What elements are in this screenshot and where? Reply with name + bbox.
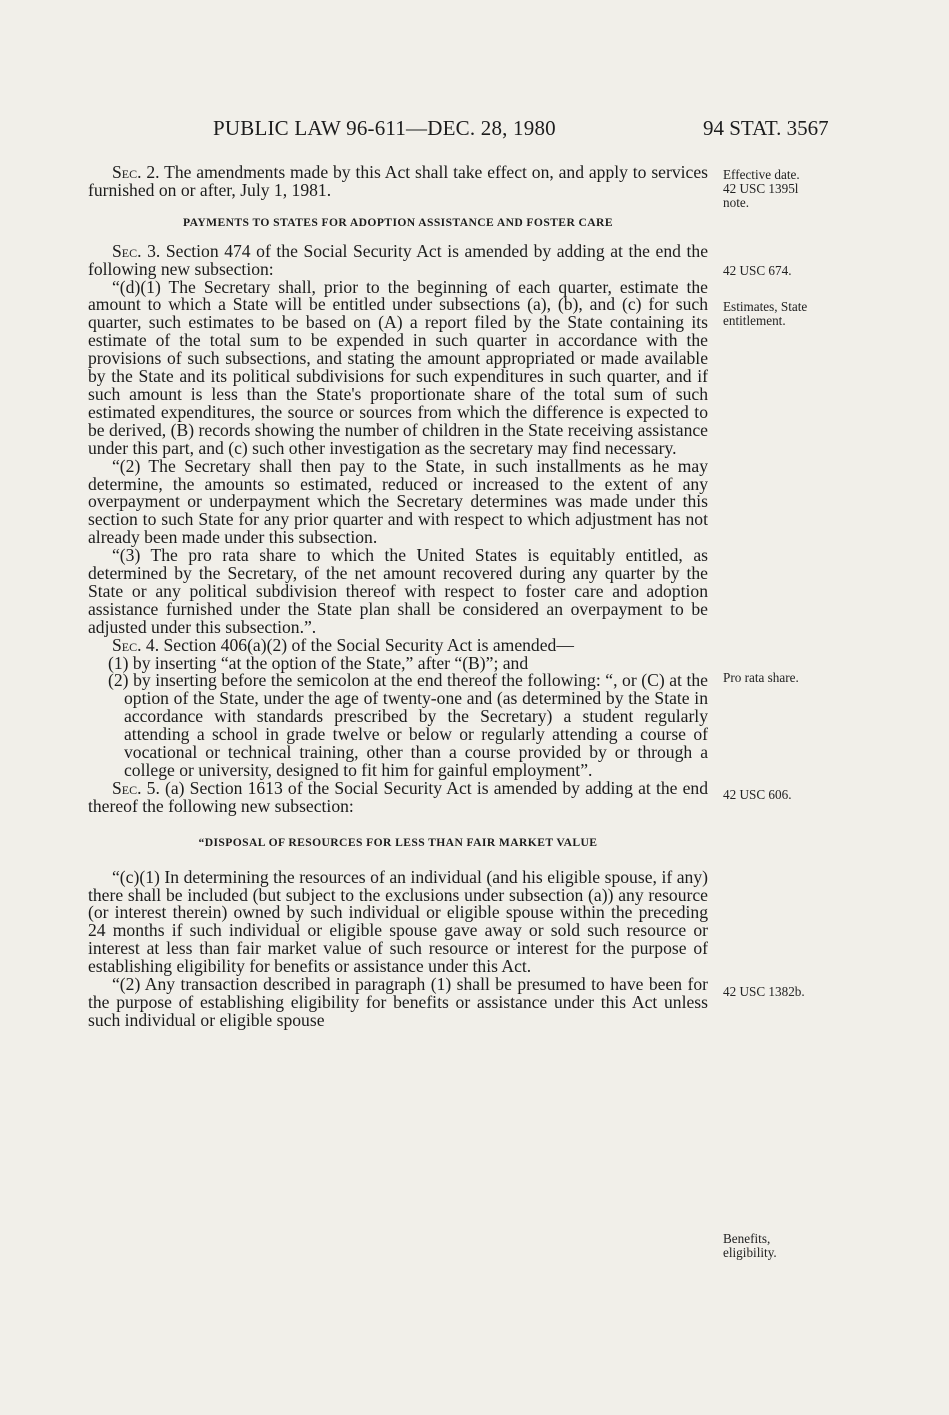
- caption-disposal-of-resources: “DISPOSAL OF RESOURCES FOR LESS THAN FAIR MARKET VALUE: [198, 835, 598, 849]
- section-4-item-2: (2) by inserting before the semicolon at the end thereof the following: “, or (C) at the option of the State, under the age of twenty-one and (as determined by the State in accordance with standards prescribed by the Secretary) a student regularly attending a school in grade twelve or below or regularly attending a course of vocational or technical training, other than a course provided by or through a college or university, designed to fit him for gainful employment”.: [108, 670, 708, 780]
- main-text: [88, 164, 708, 1030]
- margin-note-42-usc-1382b: 42 USC 1382b.: [723, 984, 805, 999]
- paragraph-d2: “(2) The Secretary shall then pay to the State, in such installments as he may determine, the amounts so estimated, reduced or increased to the extent of any overpayment or underpayment which the Secretary determines was made under this section to such State for any prior quarter and with respect to which adjustment has not already been made under this subsection.: [88, 455, 708, 548]
- page-header-stat: 94 STAT. 3567: [703, 116, 829, 140]
- margin-note-estimates: Estimates, State entitlement.: [723, 299, 808, 328]
- paragraph-d3: “(3) The pro rata share to which the United States is equitably entitled, as determined by the Secretary, of the net amount recovered during any quarter by the State or any political subdivision thereof with respect to foster care and adoption assistance furnished under the State plan shall be considered an overpayment to be adjusted under this subsection.”.: [88, 545, 708, 637]
- margin-note-effective-date: Effective date. 42 USC 1395l note.: [723, 167, 800, 210]
- paragraph-c2: “(2) Any transaction described in paragraph (1) shall be presumed to have been for the purpose of establishing eligibility for benefits or assistance under this Act unless such individual or eligible spouse: [88, 974, 708, 1030]
- section-3: [88, 240, 708, 279]
- section-4: [88, 634, 708, 655]
- section-5: [88, 777, 708, 816]
- section-label: Sec: [112, 240, 138, 261]
- caption-adoption-assistance: PAYMENTS TO STATES FOR ADOPTION ASSISTANCE AND FOSTER CARE: [183, 215, 613, 229]
- section-label: Sec: [112, 162, 138, 182]
- section-label: Sec: [112, 634, 138, 655]
- section-label: Sec: [112, 777, 138, 798]
- margin-note-42-usc-606: 42 USC 606.: [723, 787, 792, 802]
- section-5-text: . 5. (a) Section 1613 of the Social Security Act is amended by adding at the end thereof the following new subsection:: [88, 777, 708, 816]
- section-2-text: . 2. The amendments made by this Act shall take effect on, and apply to services furnished on or after, July 1, 1981.: [88, 162, 708, 200]
- margin-note-42-usc-674: 42 USC 674.: [723, 263, 792, 278]
- section-3-text: . 3. Section 474 of the Social Security Act is amended by adding at the end the following new subsection:: [88, 240, 708, 279]
- section-2: [88, 164, 708, 200]
- paragraph-d1: “(d)(1) The Secretary shall, prior to the beginning of each quarter, estimate the amount to which a State will be entitled under subsections (a), (b), and (c) for such quarter, such estimates to be based on (A) a report filed by the State containing its estimate of the total sum to be expended in such quarter in accordance with the provisions of such subsections, and stating the amount appropriated or made available by the State and its political subdivisions for such expenditures in such quarter, and if such amount is less than the State's proportionate share of the total sum of such estimated expenditures, the source or sources from which the difference is expected to be derived, (B) records showing the number of children in the State receiving assistance under this part, and (c) such other investigation as the secretary may find necessary.: [88, 276, 708, 458]
- page-header-title: PUBLIC LAW 96-611—DEC. 28, 1980: [213, 116, 556, 140]
- section-4-item-1: (1) by inserting “at the option of the State,” after “(B)”; and: [108, 652, 529, 673]
- section-4-text: . 4. Section 406(a)(2) of the Social Security Act is amended—: [137, 634, 574, 655]
- paragraph-c1: “(c)(1) In determining the resources of an individual (and his eligible spouse, if any) there shall be included (but subject to the exclusions under subsection (a)) any resource (or interest therein) owned by such individual or eligible spouse within the preceding 24 months if such individual or eligible spouse gave away or sold such resource or interest at less than fair market value of such resource or interest for the purpose of establishing eligibility for benefits or assistance under this Act.: [88, 866, 708, 977]
- margin-note-benefits: Benefits, eligibility.: [723, 1231, 777, 1260]
- margin-note-pro-rata: Pro rata share.: [723, 670, 799, 685]
